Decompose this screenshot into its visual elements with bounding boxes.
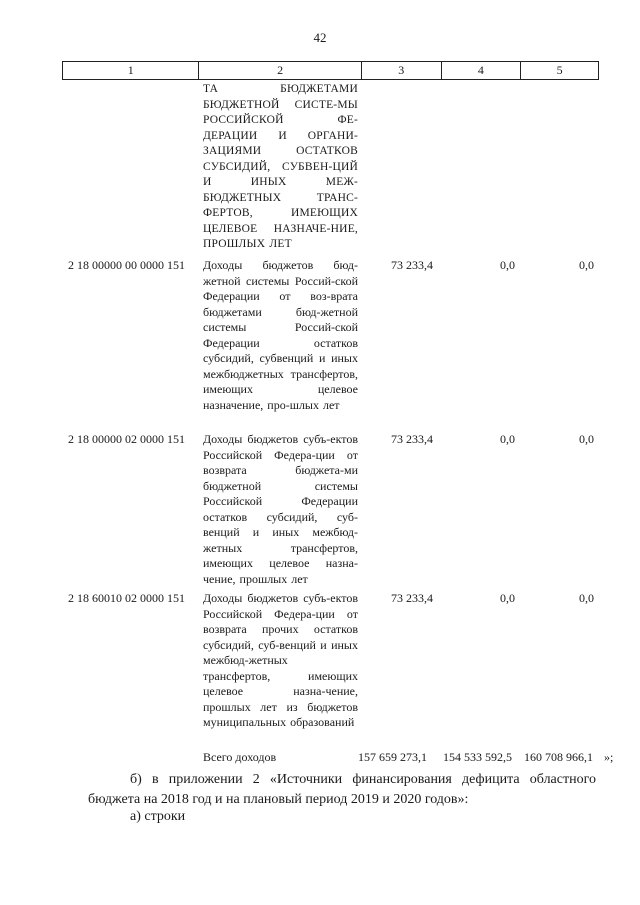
header-col-5: 5 <box>520 62 598 79</box>
row-description: Доходы бюджетов субъ-ектов Российской Федера-ции от возврата бюджета-ми бюджетной системы Российской Федерации остатков субсидий, суб-венций и иных межбюд-жетных трансфертов, имеющих целевое назна-чение, прошлых лет <box>203 432 358 586</box>
row-code: 2 18 60010 02 0000 151 <box>68 591 185 605</box>
totals-label: Всего доходов <box>203 750 277 764</box>
header-col-2: 2 <box>198 62 360 79</box>
body-paragraph-item: а) строки <box>130 809 186 824</box>
row-code: 2 18 00000 02 0000 151 <box>68 432 185 446</box>
row-value-5: 0,0 <box>579 591 594 605</box>
header-col-4: 4 <box>441 62 521 79</box>
row-value-3: 73 233,4 <box>391 258 433 272</box>
totals-value-3: 157 659 273,1 <box>358 750 427 764</box>
row-value-4: 0,0 <box>500 258 515 272</box>
row-value-4: 0,0 <box>500 432 515 446</box>
totals-value-5: 160 708 966,1 <box>524 750 593 764</box>
row-value-4: 0,0 <box>500 591 515 605</box>
totals-value-4: 154 533 592,5 <box>443 750 512 764</box>
row-code: 2 18 00000 00 0000 151 <box>68 258 185 272</box>
header-col-1: 1 <box>127 63 134 77</box>
totals-trailing-quote: »; <box>604 750 614 764</box>
continuation-description: ТА БЮДЖЕТАМИ БЮДЖЕТНОЙ СИСТЕ-МЫ РОССИЙСКОЙ ФЕ-ДЕРАЦИИ И ОРГАНИ-ЗАЦИЯМИ ОСТАТКОВ СУБСИДИЙ, СУБВЕН-ЦИЙ И ИНЫХ МЕЖ-БЮДЖЕТНЫХ ТРАНС-ФЕРТОВ, ИМЕЮЩИХ ЦЕЛЕВОЕ НАЗНАЧЕ-НИЕ, ПРОШЛЫХ ЛЕТ <box>203 83 358 250</box>
table-header <box>62 61 599 80</box>
row-value-5: 0,0 <box>579 258 594 272</box>
row-description: Доходы бюджетов субъ-ектов Российской Федера-ции от возврата прочих остатков субсидий, суб-венций и иных межбюд-жетных трансфертов, имеющих целевое назна-чение, прошлых лет из бюджетов муниципальных образований <box>203 591 358 729</box>
body-paragraph: б) в приложении 2 «Источники финансирования дефицита областного бюджета на 2018 год и на плановый период 2019 и 2020 годов»: <box>88 772 596 807</box>
page-number: 42 <box>313 30 327 45</box>
row-value-5: 0,0 <box>579 432 594 446</box>
row-value-3: 73 233,4 <box>391 432 433 446</box>
row-description: Доходы бюджетов бюд-жетной системы Россий-ской Федерации от воз-врата бюджетами бюд-жетной системы Россий-ской Федерации остатков субсидий, субвенций и иных межбюджетных трансфертов, имеющих целевое назначение, про-шлых лет <box>203 258 358 412</box>
header-col-3: 3 <box>361 62 441 79</box>
row-value-3: 73 233,4 <box>391 591 433 605</box>
